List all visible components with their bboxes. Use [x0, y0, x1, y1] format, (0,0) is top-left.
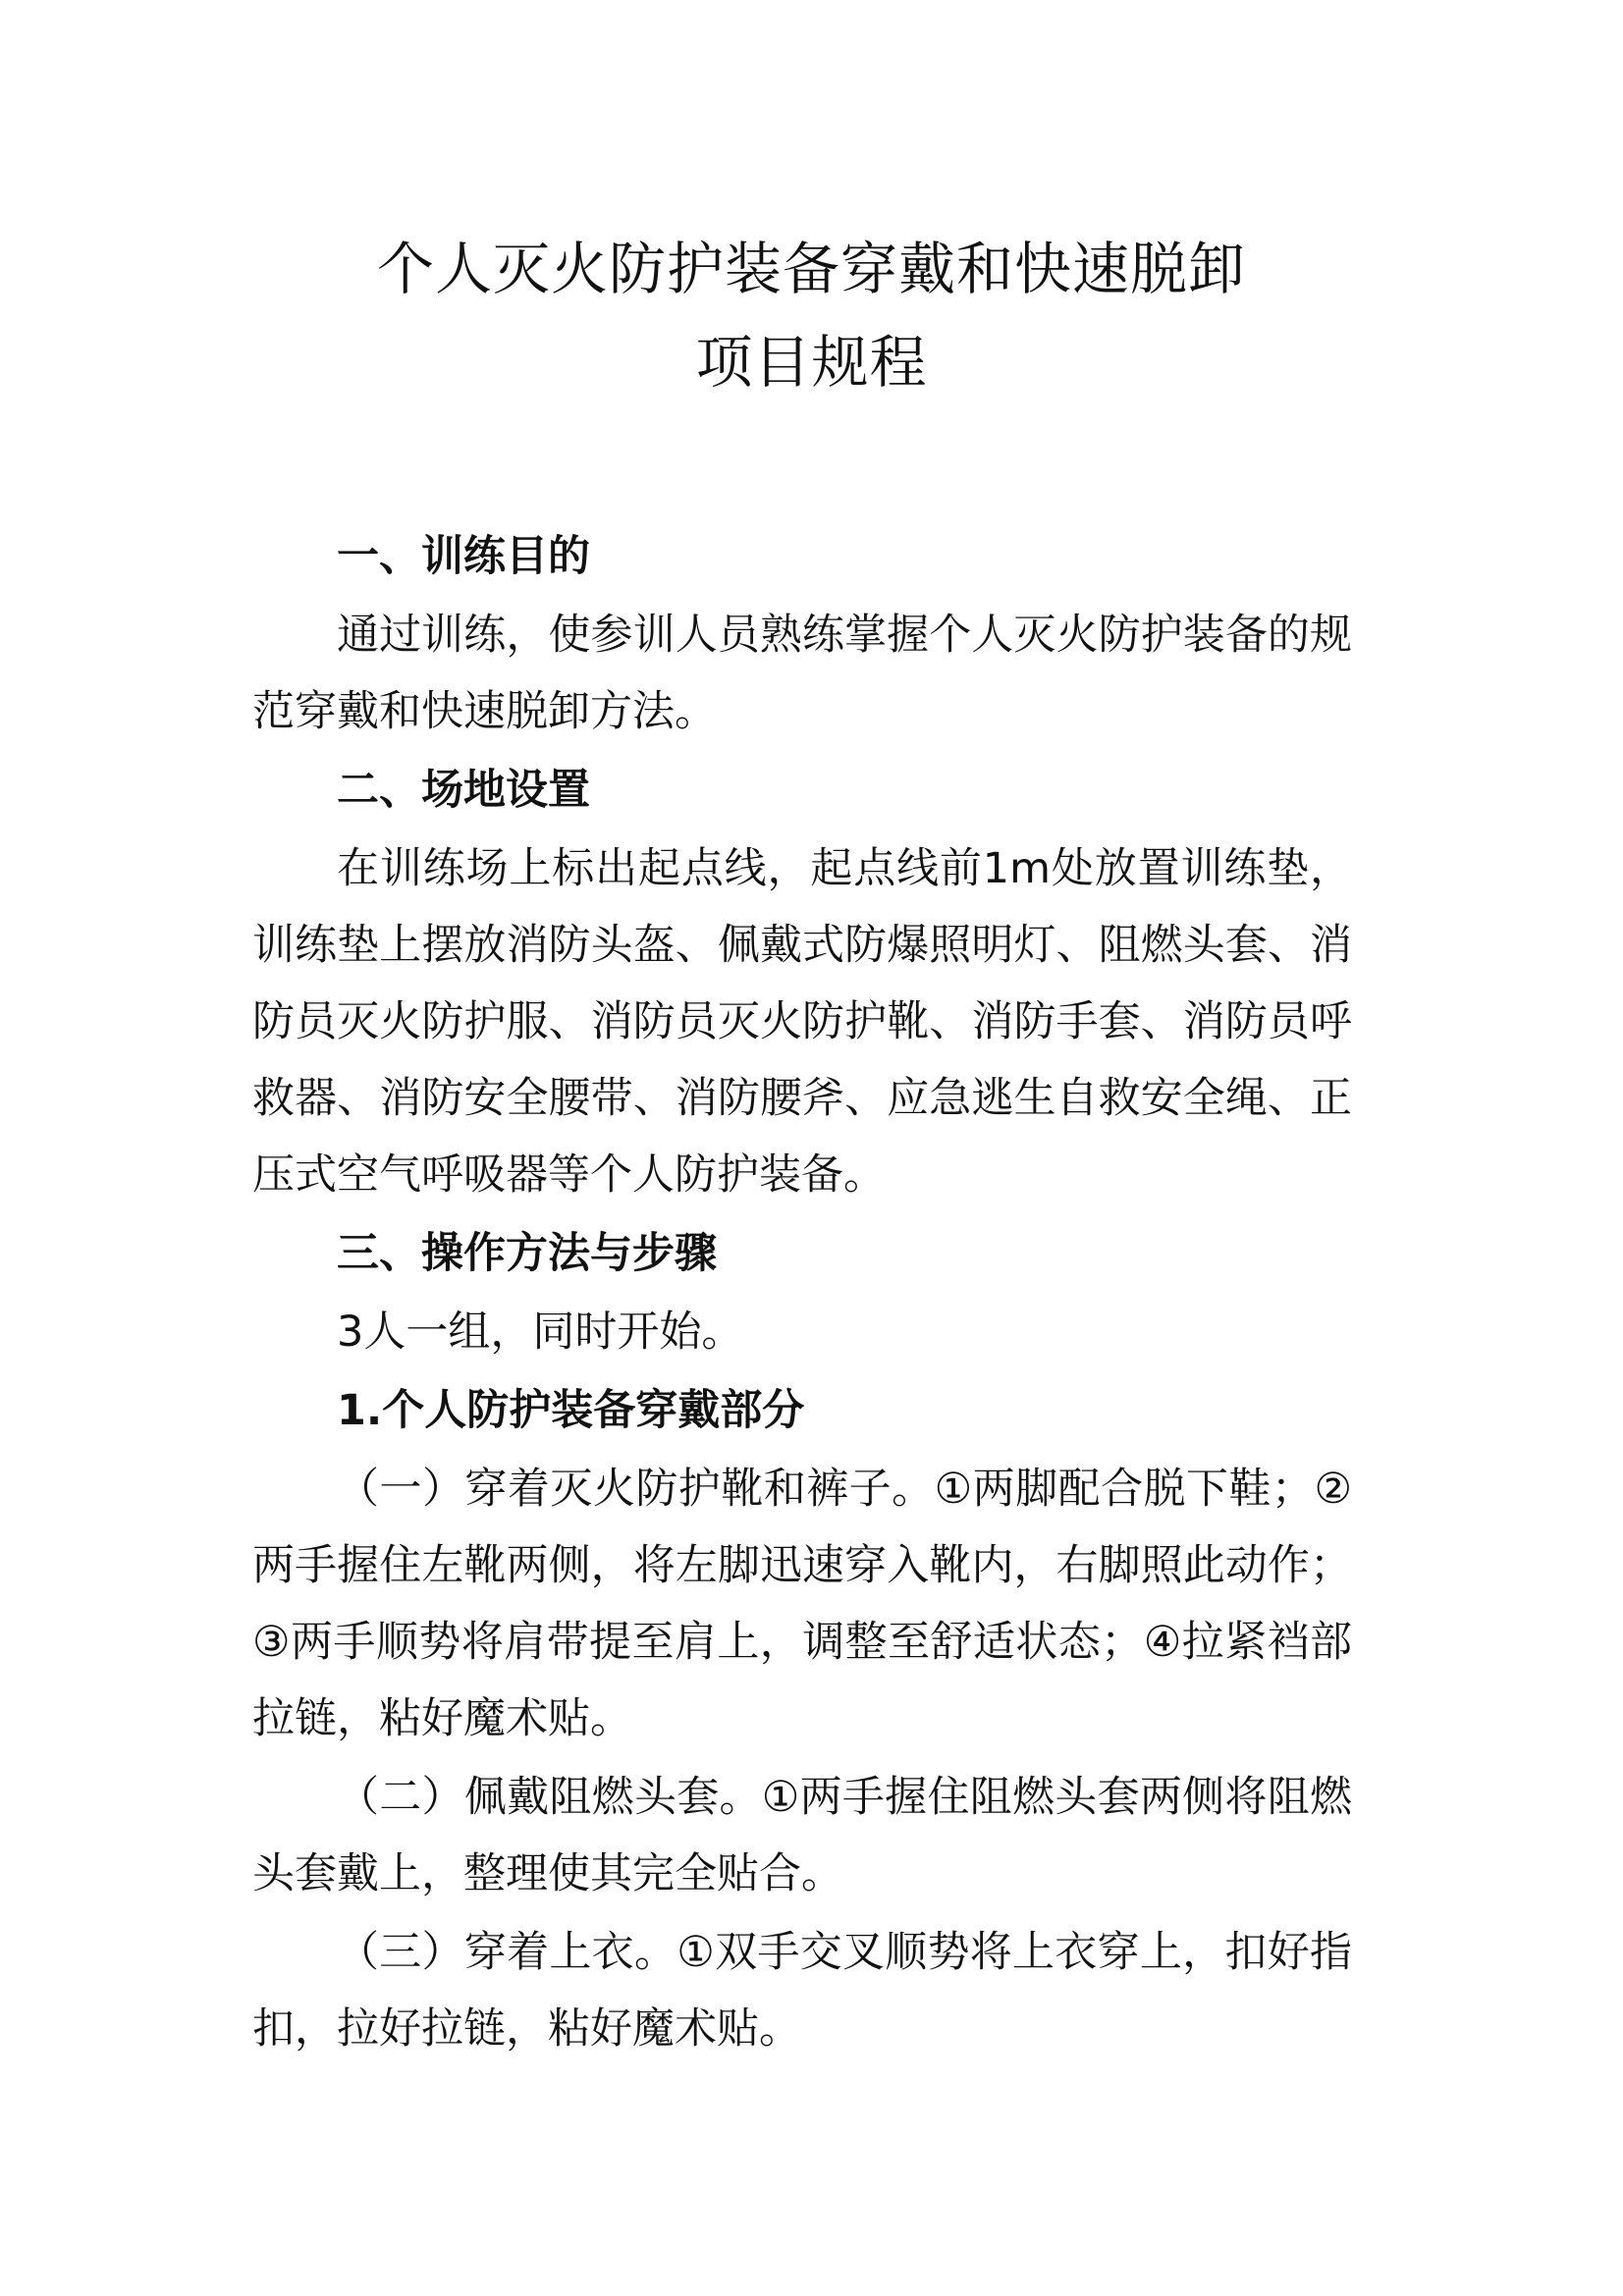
- subsection-heading-donning: 1.个人防护装备穿戴部分: [337, 1386, 805, 1435]
- paragraph-purpose: 通过训练，使参训人员熟练掌握个人灭火防护装备的规范穿戴和快速脱卸方法。: [252, 611, 1352, 736]
- paragraph-step-hood: （二）佩戴阻燃头套。①两手握住阻燃头套两侧将阻燃头套戴上，整理使其完全贴合。: [252, 1773, 1352, 1898]
- section-heading-site-setup: 二、场地设置: [337, 766, 590, 815]
- document-title-line-1: 个人灭火防护装备穿戴和快速脱卸: [376, 236, 1246, 302]
- section-heading-purpose: 一、训练目的: [337, 532, 590, 581]
- paragraph-group-info: 3人一组，同时开始。: [337, 1308, 744, 1357]
- paragraph-step-boots-trousers: （一）穿着灭火防护靴和裤子。①两脚配合脱下鞋；②两手握住左靴两侧，将左脚迅速穿入靴内，右脚照此动作；③两手顺势将肩带提至肩上，调整至舒适状态；④拉紧裆部拉链，粘好魔术贴。: [252, 1465, 1352, 1743]
- document-title-line-2: 项目规程: [695, 329, 928, 396]
- paragraph-site-setup: 在训练场上标出起点线，起点线前1m处放置训练垫，训练垫上摆放消防头盔、佩戴式防爆照明灯、阻燃头套、消防员灭火防护服、消防员灭火防护靴、消防手套、消防员呼救器、消防安全腰带、消防腰斧、应急逃生自救安全绳、正压式空气呼吸器等个人防护装备。: [252, 844, 1352, 1200]
- section-heading-procedure: 三、操作方法与步骤: [337, 1229, 717, 1278]
- paragraph-step-jacket: （三）穿着上衣。①双手交叉顺势将上衣穿上，扣好指扣，拉好拉链，粘好魔术贴。: [252, 1928, 1352, 2054]
- document-body: [252, 518, 1352, 2067]
